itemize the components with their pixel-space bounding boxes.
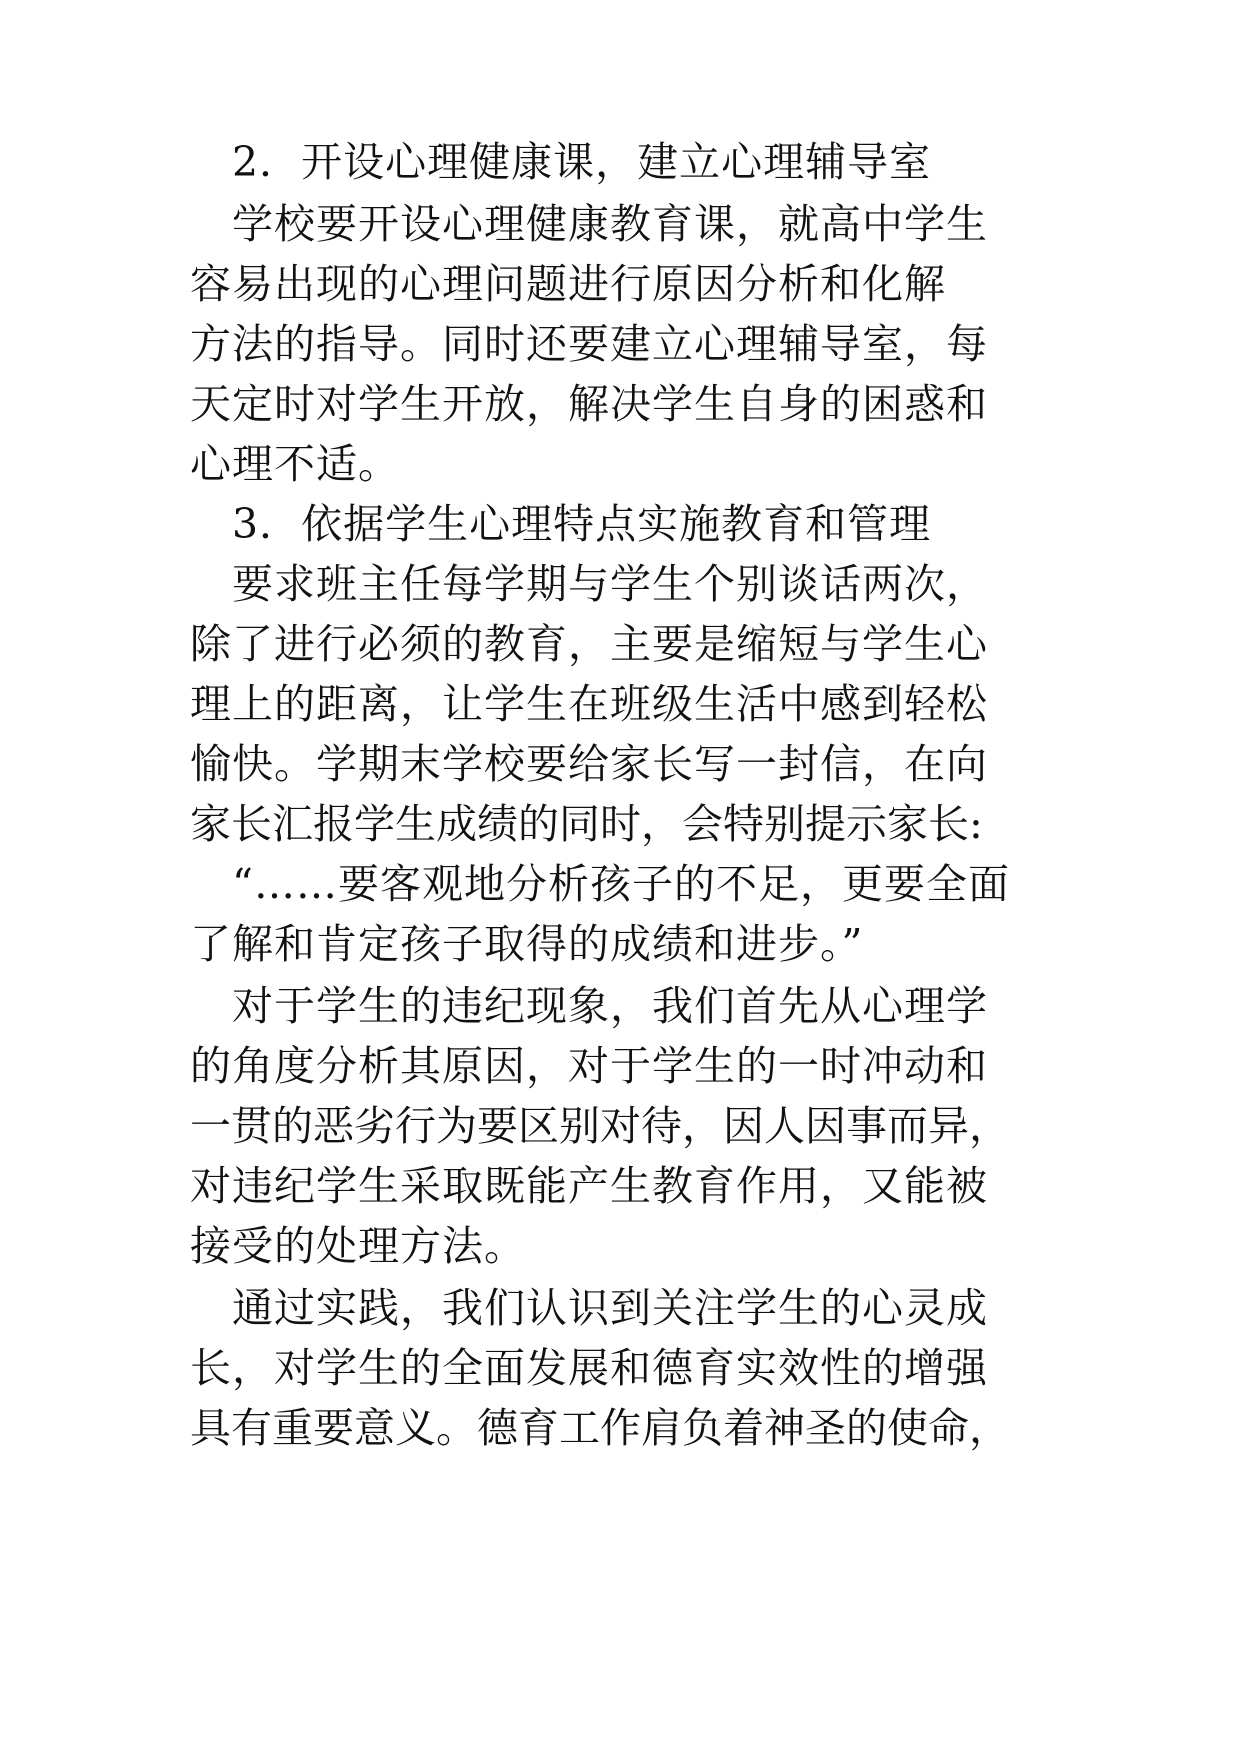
text-line: 要求班主任每学期与学生个别谈话两次， xyxy=(190,560,988,608)
text-line: “……要客观地分析孩子的不足，更要全面 xyxy=(190,860,1010,908)
text-line: 家长汇报学生成绩的同时，会特别提示家长: xyxy=(190,800,983,848)
text-line: 对于学生的违纪现象，我们首先从心理学 xyxy=(190,982,988,1030)
text-line: 心理不适。 xyxy=(190,440,400,488)
text-line: 方法的指导。同时还要建立心理辅导室，每 xyxy=(190,320,988,368)
text-line: 长，对学生的全面发展和德育实效性的增强 xyxy=(190,1344,988,1392)
text-line: 对违纪学生采取既能产生教育作用，又能被 xyxy=(190,1162,988,1210)
text-line: 通过实践，我们认识到关注学生的心灵成 xyxy=(190,1284,988,1332)
text-line: 具有重要意义。德育工作肩负着神圣的使命， xyxy=(190,1404,1010,1452)
heading-3: 3．依据学生心理特点实施教育和管理 xyxy=(190,500,932,548)
text-line: 理上的距离，让学生在班级生活中感到轻松 xyxy=(190,680,988,728)
text-line: 学校要开设心理健康教育课，就高中学生 xyxy=(190,200,988,248)
text-line: 天定时对学生开放，解决学生自身的困惑和 xyxy=(190,380,988,428)
text-line: 愉快。学期末学校要给家长写一封信，在向 xyxy=(190,740,988,788)
text-line: 接受的处理方法。 xyxy=(190,1222,526,1270)
text-line: 一贯的恶劣行为要区别对待，因人因事而异， xyxy=(190,1102,1010,1150)
text-line: 除了进行必须的教育，主要是缩短与学生心 xyxy=(190,620,988,668)
heading-2: 2．开设心理健康课，建立心理辅导室 xyxy=(190,138,932,186)
text-line: 了解和肯定孩子取得的成绩和进步。” xyxy=(190,920,864,968)
text-line: 容易出现的心理问题进行原因分析和化解 xyxy=(190,260,946,308)
text-line: 的角度分析其原因，对于学生的一时冲动和 xyxy=(190,1042,988,1090)
